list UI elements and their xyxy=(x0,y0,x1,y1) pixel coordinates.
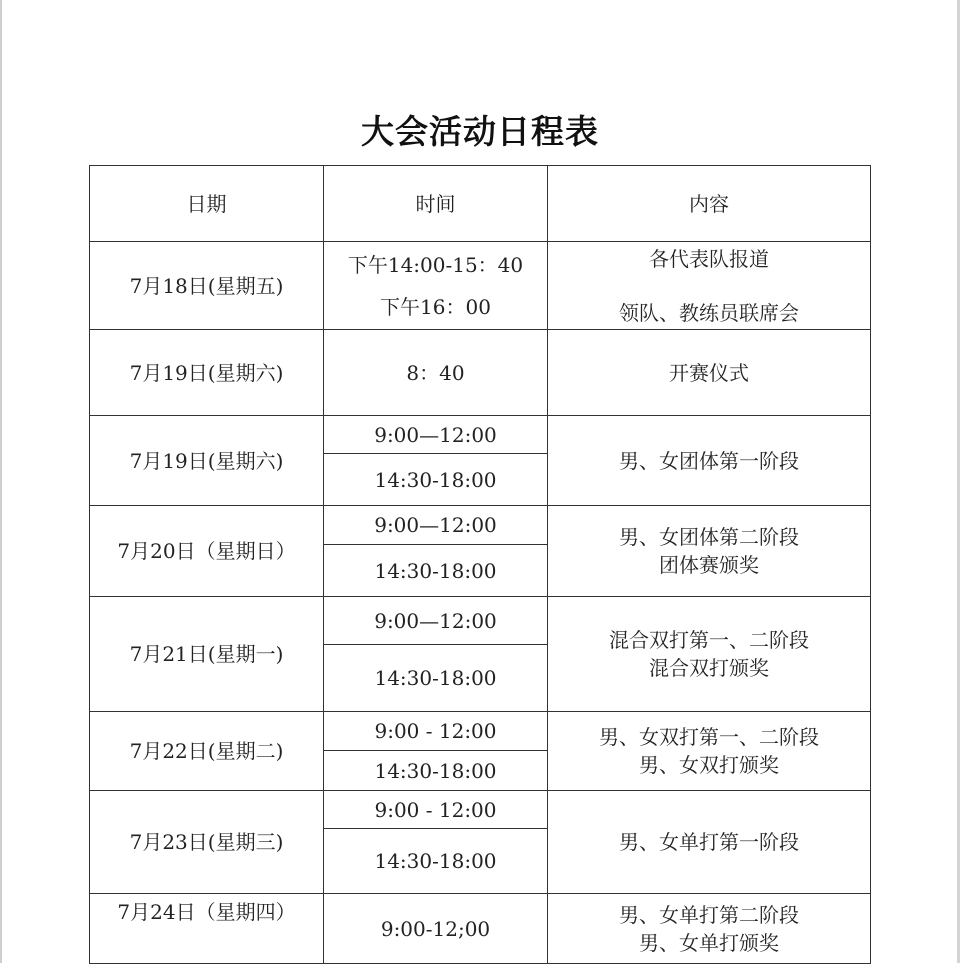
time-cell: 9:00—12:00 xyxy=(324,416,548,454)
table-row xyxy=(90,242,871,330)
date-cell: 7月23日(星期三) xyxy=(90,791,324,894)
content-cell xyxy=(548,712,871,791)
content-text: 团体赛颁奖 xyxy=(659,553,759,577)
content-text: 男、女团体第一阶段 xyxy=(619,448,799,473)
time-cell: 14:30-18:00 xyxy=(324,751,548,791)
time-cell: 9:00—12:00 xyxy=(324,597,548,645)
table-row xyxy=(90,712,871,751)
content-text: 男、女单打颁奖 xyxy=(639,930,779,955)
table-header-row xyxy=(90,166,871,242)
table-row xyxy=(90,597,871,645)
time-cell: 8：40 xyxy=(324,330,548,416)
date-cell: 7月19日(星期六) xyxy=(90,416,324,506)
content-cell xyxy=(548,597,871,712)
table-row xyxy=(90,894,871,964)
table-row xyxy=(90,506,871,545)
content-cell xyxy=(548,506,871,597)
date-cell xyxy=(90,894,324,964)
time-text: 下午16：00 xyxy=(380,294,491,319)
header-date: 日期 xyxy=(90,166,324,242)
content-text: 混合双打第一、二阶段 xyxy=(609,628,809,652)
date-text: 7月24日（星期四） xyxy=(117,900,296,924)
content-text: 男、女双打颁奖 xyxy=(639,753,779,777)
time-cell xyxy=(324,242,548,330)
content-text: 混合双打颁奖 xyxy=(649,656,769,680)
time-cell: 14:30-18:00 xyxy=(324,645,548,712)
header-content: 内容 xyxy=(548,166,871,242)
content-text: 男、女单打第二阶段 xyxy=(619,902,799,927)
table-row xyxy=(90,791,871,829)
content-text: 男、女双打第一、二阶段 xyxy=(599,725,819,749)
time-cell: 14:30-18:00 xyxy=(324,454,548,506)
content-text: 男、女团体第二阶段 xyxy=(619,525,799,549)
date-cell: 7月20日（星期日） xyxy=(90,506,324,597)
content-cell xyxy=(548,894,871,964)
date-cell: 7月22日(星期二) xyxy=(90,712,324,791)
table-row xyxy=(90,416,871,454)
date-cell: 7月21日(星期一) xyxy=(90,597,324,712)
content-text: 领队、教练员联席会 xyxy=(619,300,799,325)
date-cell: 7月19日(星期六) xyxy=(90,330,324,416)
time-text: 下午14:00-15：40 xyxy=(347,252,524,277)
header-time: 时间 xyxy=(324,166,548,242)
time-cell: 9:00-12;00 xyxy=(324,894,548,964)
time-cell: 14:30-18:00 xyxy=(324,829,548,894)
content-cell xyxy=(548,416,871,506)
time-cell: 9:00—12:00 xyxy=(324,506,548,545)
content-text: 各代表队报道 xyxy=(649,246,769,271)
time-cell: 14:30-18:00 xyxy=(324,545,548,597)
table-row xyxy=(90,330,871,416)
page-title: 大会活动日程表 xyxy=(361,112,599,151)
schedule-table xyxy=(89,165,871,964)
content-cell: 开赛仪式 xyxy=(548,330,871,416)
time-cell: 9:00 - 12:00 xyxy=(324,712,548,751)
content-cell xyxy=(548,242,871,330)
date-cell: 7月18日(星期五) xyxy=(90,242,324,330)
time-cell: 9:00 - 12:00 xyxy=(324,791,548,829)
content-cell: 男、女单打第一阶段 xyxy=(548,791,871,894)
